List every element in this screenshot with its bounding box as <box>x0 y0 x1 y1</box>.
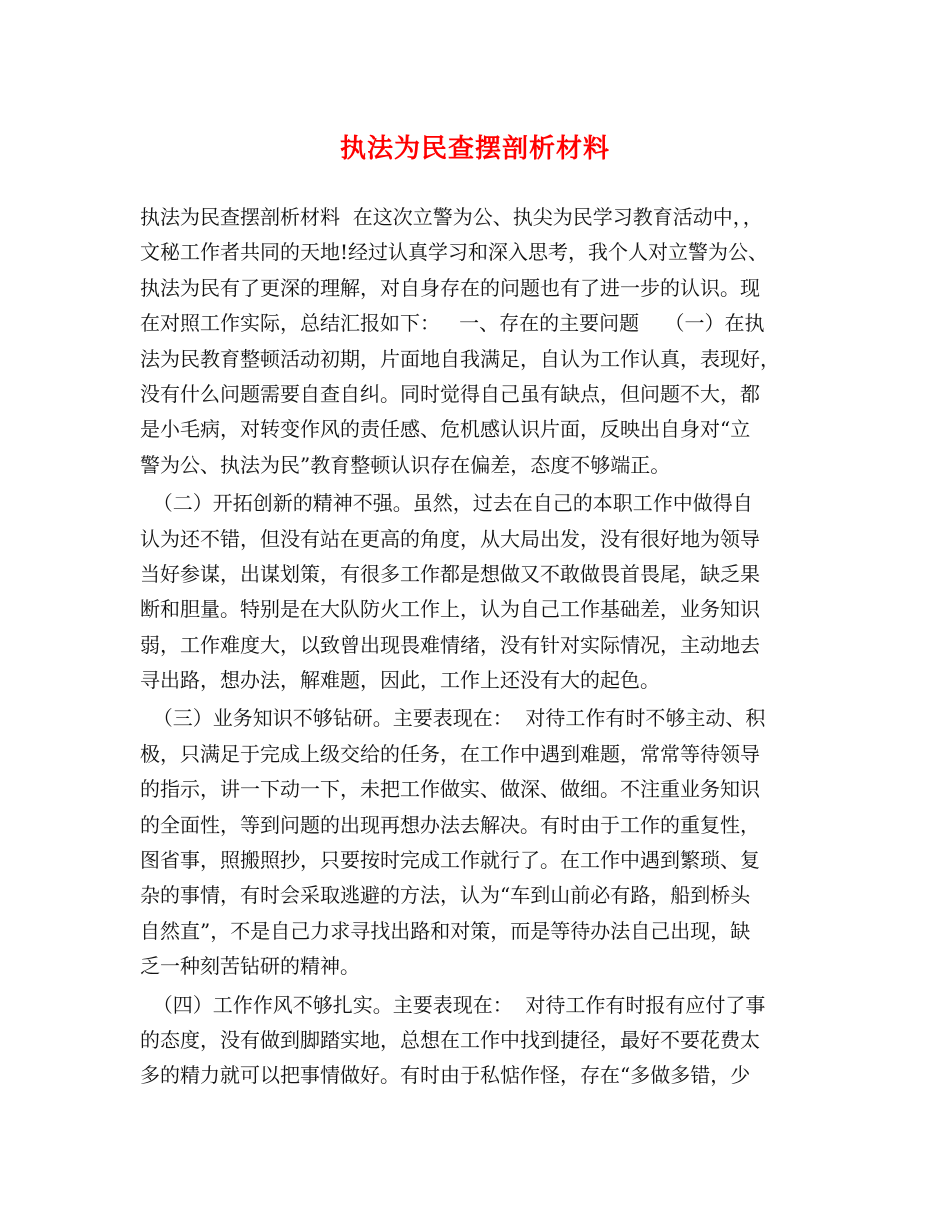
text-line: 的态度，没有做到脚踏实地，总想在工作中找到捷径，最好不要花费太 <box>140 1027 760 1052</box>
text-line: 弱，工作难度大，以致曾出现畏难情绪，没有针对实际情况，主动地去 <box>140 632 760 657</box>
text-line: 是小毛病，对转变作风的责任感、危机感认识片面，反映出自身对“立 <box>140 417 751 442</box>
text-line: 极，只满足于完成上级交给的任务，在工作中遇到难题，常常等待领导 <box>140 741 760 766</box>
text-line: （四）工作作风不够扎实。主要表现在： 对待工作有时报有应付了事 <box>140 992 766 1017</box>
text-line: 执法为民有了更深的理解，对自身存在的问题也有了进一步的认识。现 <box>140 275 760 300</box>
text-line: 的指示，讲一下动一下，未把工作做实、做深、做细。不注重业务知识 <box>140 777 760 802</box>
text-line: 文秘工作者共同的天地!经过认真学习和深入思考，我个人对立警为公、 <box>140 240 769 265</box>
text-line: 杂的事情，有时会采取逃避的方法，认为“车到山前必有路，船到桥头 <box>140 883 751 908</box>
text-line: 断和胆量。特别是在大队防火工作上，认为自己工作基础差，业务知识 <box>140 597 760 622</box>
text-line: 多的精力就可以把事情做好。有时由于私惦作怪，存在“多做多错，少 <box>140 1063 751 1088</box>
text-line: 寻出路，想办法，解难题，因此，工作上还没有大的起色。 <box>140 668 660 693</box>
text-line: 当好参谋，出谋划策，有很多工作都是想做又不敢做畏首畏尾，缺乏果 <box>140 561 760 586</box>
document-body <box>140 200 830 1094</box>
document-title: 执法为民查摆剖析材料 <box>339 134 610 164</box>
text-line: 认为还不错，但没有站在更高的角度，从大局出发，没有很好地为领导 <box>140 526 760 551</box>
text-line: （三）业务知识不够钻研。主要表现在： 对待工作有时不够主动、积 <box>140 706 766 731</box>
text-line: 图省事，照搬照抄，只要按时完成工作就行了。在工作中遇到繁琐、复 <box>140 848 760 873</box>
text-line: 在对照工作实际，总结汇报如下： 一、存在的主要问题 （一）在执 <box>140 311 765 336</box>
text-line: 警为公、执法为民”教育整顿认识存在偏差，态度不够端正。 <box>140 452 671 477</box>
text-line: 乏一种刻苦钻研的精神。 <box>140 954 360 979</box>
text-line: 的全面性，等到问题的出现再想办法去解决。有时由于工作的重复性， <box>140 812 760 837</box>
text-line: 自然直”，不是自己力求寻找出路和对策，而是等待办法自己出现，缺 <box>140 918 751 943</box>
text-line: （二）开拓创新的精神不强。虽然，过去在自己的本职工作中做得自 <box>140 491 753 516</box>
text-line: 没有什么问题需要自查自纠。同时觉得自己虽有缺点，但问题不大，都 <box>140 381 760 406</box>
text-line: 法为民教育整顿活动初期，片面地自我满足，自认为工作认真，表现好， <box>140 346 780 371</box>
text-line: 执法为民查摆剖析材料 在这次立警为公、执尖为民学习教育活动中，， <box>140 205 763 229</box>
